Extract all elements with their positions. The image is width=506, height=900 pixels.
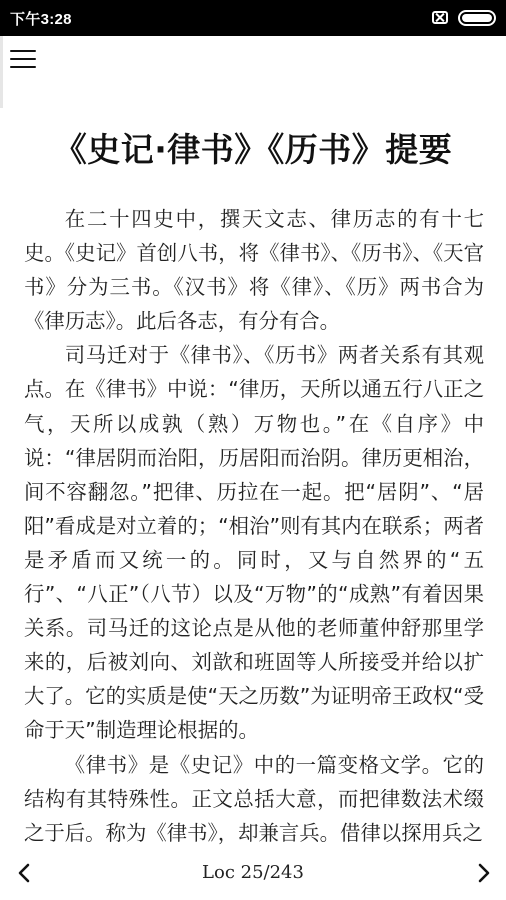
hamburger-menu-icon[interactable] (10, 50, 36, 70)
paragraph: 《律书》是《史记》中的一篇变格文学。它的结构有其特殊性。正文总括大意，而把律数法术缀之于后。称为《律书》，却兼言兵。借律以探用兵之 (24, 752, 484, 845)
paragraph: 在二十四史中，撰天文志、律历志的有十七史。《史记》首创八书，将《律书》、《历书》、《天官书》分为三书。《汉书》将《律》、《历》两书合为《律历志》。此后各志，有分有合。 (24, 207, 484, 334)
status-time: 下午3:28 (10, 11, 72, 28)
sim-off-icon (432, 11, 448, 24)
reading-content (24, 202, 484, 850)
chevron-right-icon[interactable] (473, 860, 495, 886)
drawer-edge (0, 36, 3, 108)
location-indicator: Loc 25/243 (202, 862, 304, 883)
page-title: 《史记·律书》《历书》提要 (53, 130, 453, 169)
bottom-navigation (0, 852, 506, 896)
paragraph: 司马迁对于《律书》、《历书》两者关系有其观点。在《律书》中说：“律历，天所以通五行八正之气，天所以成孰（熟）万物也。”在《自序》中说：“律居阴而治阳，历居阳而治阴。律历更相治，间不容翻忽。”把律、历拉在一起。把“居阴”、“居阳”看成是对立着的；“相治”则有其内在联系；两者是矛盾而又统一的。同时，又与自然界的“五行”、“八正”（八节）以及“万物”的“成熟”有着因果关系。司马迁的这论点是从他的老师董仲舒那里学来的，后被刘向、刘歆和班固等人所接受并给以扩大了。它的实质是使“天之历数”为证明帝王政权“受命于天”制造理论根据的。 (24, 343, 484, 743)
battery-icon (458, 10, 496, 26)
status-bar (0, 0, 506, 36)
